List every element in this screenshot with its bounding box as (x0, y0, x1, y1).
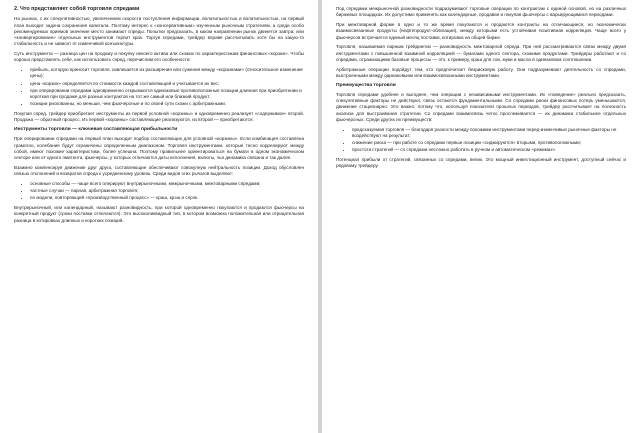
paragraph: Торговля, называемая парным трейдингом — разновидность межтоварной спреда. При ней рассматриваются связи между двумя инструментами с повышенной взаимной корреляцией — бумагами одного сектора, схожими продуктами. Трейдеры работают и со спредами, отражающими базовые процессы — это, к примеру, краш для сои, муки и масла в одинаковом соотношении. (336, 44, 626, 62)
paragraph: Потенциал прибыли от стратегий, связанных со спредами, велик. Это мощный инвестиционный инструмент, доступный сейчас и рядовому трейдеру. (336, 157, 626, 169)
list-item: • при оперировании спредами одновременно открываются одинаковые противоположные позиции длинная при приобретении и короткая при продаже для разных контрактов на тот же самый или близкий продукт; (30, 88, 304, 101)
page-left (0, 0, 318, 433)
paragraph: Арбитражные операции подойдут тем, кто предпочитает безрисковую работу. Они подразумевают деятельность со спредами, выстроенными между одинаковыми или взаимосвязанными инструментами. (336, 66, 626, 78)
list-item: • частные случаи — парная, арбитражная торговля; (30, 188, 304, 194)
bullet-list (352, 127, 626, 154)
paragraph: При оперировании спредами на первый план выходит подбор составляющих для условной «корзины». Если комбинация составлена грамотно, колебания будут ограничены определенным диапазоном. Торговля инструментами, которые тесно коррелируют между собой, имеют похожие характеристики, более успешна. Поэтому правильнее ориентироваться на бумаги в одном экономическом секторе или от одного эмитента, фьючерсы, у которых отличаются даты исполнения, валюты, чья динамика связана и так далее. (14, 136, 304, 160)
paragraph: Суть инструмента — разница цен на продажу и покупку некоего актива или схожих по характеристикам финансовых «корзин». Чтобы хорошо представлять себе, как использовать спред, перечислим его особенности: (14, 51, 304, 63)
paragraph: Внутрирыночный, или календарный, называют разновидность, при которой одновременно покупаются и продаются фьючерсы на конкретный продукт (сроки поставки отличаются). Это высоколиквидный тип, в котором возможна положительная или отрицательная разница в котировках длинных и коротких позиций. (14, 205, 304, 223)
bullet-list (30, 67, 304, 108)
section-title: 2. Что представляет собой торговля спредами (14, 6, 140, 12)
paragraph: Покупая спред, трейдер приобретает инструменты из первой условной «корзины» и одновременно реализует «содержимое» второй. Продажа — обратный процесс. Из первой «корзины» составляющие реализуются, из второй — приобретаются. (14, 111, 304, 123)
bullet-list (30, 181, 304, 202)
paragraph: Торговля спредами удобнее и выгоднее, чем операции с независимыми инструментами. Их «поведение» реально предсказать, спекулятивные факторы не действуют, связь остаются фундаментальными. Со спредами риски финансовых потерь уменьшаются, движение стационарно. Это важно, потому что, используя показатели прошлых периодов, трейдер рассчитывает на полезность анализа для выстраивания стратегии. Со спредами взаимосвязь четко прослеживается — их динамика стабильнее отдельных фьючерсных. Среди других их преимуществ: (336, 91, 626, 122)
paragraph: При межтоварной форме в одно и то же время покупаются и продаются контракты на отличающиеся, но экономически взаимосвязанные продукты (нефтепродукт-облигации), между которыми есть устойчивая позитивная корреляция. Чаще всего у фьючерсов встречается единый месяц поставки, котировка на общей бирже. (336, 22, 626, 40)
paragraph: Под спредами межрыночной разновидности подразумевают торговые операции по контрактам с единой основой, но на различных биржевых площадках. Их допустимо применять как календарные, продавая и покупая фьючерсы с варьирующимися периодами. (336, 6, 626, 18)
list-item: • простота стратегий — со спредами несложно работать в ручном и автоматическом «режимах». (352, 147, 626, 153)
list-item: • основные способы — чаще всего оперируют внутрирыночными, межрыночными, межтоварными спредами; (30, 181, 304, 187)
section-subtitle: Преимущества торговли (336, 82, 396, 88)
list-item: • по модели, повторяющей «производственный процесс» — краш, крэш и спрэк. (30, 195, 304, 201)
paragraph: Взаимно компенсируя движение друг друга, составляющие обеспечивают совокупную нейтральность позиции. Доход обусловлен связью отклонений и возвратов спреда к усредненному уровню. Среди видов этих рычагов выделяют: (14, 164, 304, 176)
list-item: • прибыль, которую приносит торговля, извлекается из расширения или сужения между «корзинами» (относительное изменение цены); (30, 67, 304, 80)
list-item: • позиции рискованны, но меньше, чем фьючерсные и по своей сути схожи с арбитражными. (30, 101, 304, 107)
list-item: • предсказуемая торговля — благодаря разности между похожими инструментами перед-изменчивые рыночные факторы не воздействуют на результат; (352, 127, 626, 140)
paragraph: На рынках, с их спекулятивностью, увеличением скорости поступления информации, волатильностью и волатильностью, на первый план выходит задача сохранения капитала. Поэтому интерес к «консервативным» изученным рыночным стратегиям, а среди особо рекомендуемых приемов значение место занимают спреды. Попытки предсказать, в каком направлении рынок двинется завтра, или «конвергирование» отдельных инструментов терпит крах. Торгуя спредами, трейдер вправе рассчитывать хотя бы на какую-то стабильность и не зависит от изменчивой конъюнктуры. (14, 16, 304, 47)
section-subtitle: Инструменты торговли — ключевая составляющая прибыльности (14, 127, 178, 132)
list-item: • снижение риска — при работе со спредами первые позиции «сиджируются» вторыми, противоположными; (352, 140, 626, 146)
page-right (322, 0, 640, 433)
list-item: • цена «корзин» определяется по стоимости каждой составляющей и учитывается их вес; (30, 81, 304, 87)
